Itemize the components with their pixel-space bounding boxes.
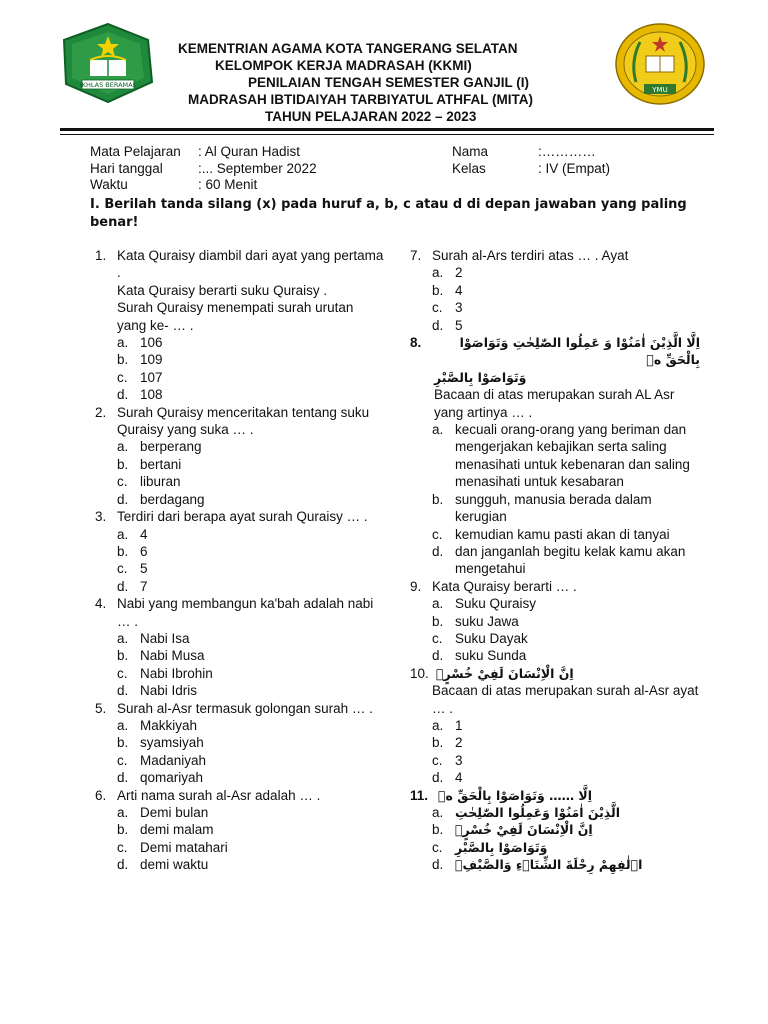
option[interactable] [95,665,385,682]
option-letter: b. [117,352,129,368]
question-text: Terdiri dari berapa ayat surah Quraisy … . [117,509,368,525]
arabic-verse: اِلَّا …… وَتَوَاصَوْا بِالْحَقِّ ەۙ [438,787,593,803]
subject-label: Mata Pelajaran [90,144,181,159]
exam-title: PENILAIAN TENGAH SEMESTER GANJIL (I) [248,75,530,90]
question-2 [95,404,385,439]
option-letter: d. [117,770,129,786]
option-letter: a. [432,805,444,820]
logo-right-label: YMU [652,86,668,94]
option-text: 4 [455,282,463,298]
option-text: 2 [455,735,463,751]
option[interactable] [95,526,385,543]
option-letter: b. [432,735,444,751]
question-number: 4. [95,596,107,612]
option-letter: d. [117,857,129,873]
option-letter: c. [117,561,128,577]
date-label: Hari tanggal [90,161,163,176]
option-letter: b. [432,613,444,629]
option[interactable] [95,560,385,577]
subject-value: : Al Quran Hadist [198,144,301,159]
option[interactable] [410,630,700,647]
option-text: اٖلٰفِهِمْ رِحْلَةَ الشِّتَاۤءِ وَالصَّيْفِۚ [455,857,643,873]
option-letter: c. [117,665,128,681]
option[interactable] [95,386,385,403]
option-letter: a. [117,526,129,542]
option[interactable] [410,526,700,543]
option[interactable] [410,734,700,751]
option-text: 2 [455,265,463,281]
option-text: dan janganlah begitu kelak kamu akan mengetahui [455,543,686,577]
option-text: Nabi Isa [140,630,190,646]
option-letter: b. [117,648,129,664]
option-text: demi waktu [140,857,209,873]
option[interactable] [95,717,385,734]
option[interactable] [95,856,385,873]
option-letter: d. [432,857,444,873]
question-6 [95,787,385,804]
option[interactable] [95,734,385,751]
option-letter: b. [117,735,129,751]
option[interactable] [95,456,385,473]
option[interactable] [410,299,700,316]
question-3 [95,508,385,525]
question-text: Nabi yang membangun ka'bah adalah nabi … . [117,596,374,629]
option-letter: c. [432,839,443,855]
option-letter: a. [432,596,444,612]
questions-right-column [410,247,700,874]
question-5 [95,700,385,717]
option-letter: c. [117,369,128,385]
option-text: kecuali orang-orang yang beriman dan mengerjakan kebajikan serta saling menasihati untuk kebenaran dan saling menasihati untuk kesabaran [455,422,690,490]
option-letter: c. [432,300,443,316]
question-4 [95,595,385,630]
questions-left-column [95,247,385,874]
option-letter: a. [117,805,129,820]
option[interactable] [410,839,700,856]
option-text: 5 [455,317,463,333]
name-value: :………… [538,144,596,159]
option-text: bertani [140,456,182,472]
question-text: Kata Quraisy berarti … . [432,578,577,594]
option-letter: d. [432,770,444,786]
question-number: 9. [410,578,422,594]
option-text: 3 [455,300,463,316]
option-text: kemudian kamu pasti akan di tanyai [455,526,670,542]
question-text: Surah al-Asr termasuk golongan surah … . [117,700,373,716]
option-letter: a. [117,439,129,455]
question-8 [410,334,700,421]
question-11 [410,787,700,804]
question-text: Kata Quraisy berarti suku Quraisy . [117,282,328,298]
question-number: 8. [410,335,422,351]
option-letter: a. [117,717,129,733]
question-9 [410,578,700,595]
option-text: 109 [140,352,163,368]
ministry-title: KEMENTRIAN AGAMA KOTA TANGERANG SELATAN [178,41,518,56]
option[interactable] [410,856,700,873]
option-text: syamsiyah [140,735,204,751]
option-letter: b. [117,456,129,472]
option[interactable] [410,491,700,526]
option-text: suku Jawa [455,613,519,629]
option-letter: d. [117,491,129,507]
option[interactable] [410,613,700,630]
option[interactable] [95,369,385,386]
option[interactable] [410,317,700,334]
question-text: Kata Quraisy diambil dari ayat yang pertama . [117,248,384,281]
option[interactable] [95,473,385,490]
option[interactable] [95,578,385,595]
option-text: 108 [140,387,163,403]
instruction-number: I. [90,197,100,212]
option-letter: c. [117,474,128,490]
time-value: : 60 Menit [198,177,258,192]
option[interactable] [410,543,700,578]
name-label: Nama [452,144,489,159]
option[interactable] [95,821,385,838]
instruction-text: Berilah tanda silang (x) pada huruf a, b, c atau d di depan jawaban yang paling benar! [90,197,687,230]
option-text: suku Sunda [455,648,527,664]
kkm-title: KELOMPOK KERJA MADRASAH (KKMI) [215,58,472,73]
question-text: Arti nama surah al-Asr adalah … . [117,787,321,803]
option-text: الَّذِيْنَ اٰمَنُوْا وَعَمِلُوا الصّٰلِحٰتِ [455,805,620,820]
option-text: Demi matahari [140,839,228,855]
logo-left-motto: IKHLAS BERAMAL [79,81,137,89]
option-text: berdagang [140,491,205,507]
option-text: 7 [140,578,148,594]
option-letter: c. [432,526,443,542]
option-text: liburan [140,474,181,490]
option-letter: b. [432,282,444,298]
question-1 [95,247,385,334]
question-number: 5. [95,700,107,716]
option-letter: b. [117,822,129,838]
option-letter: d. [117,387,129,403]
option-letter: d. [432,648,444,664]
option-text: qomariyah [140,770,204,786]
question-number: 6. [95,787,107,803]
option[interactable] [95,630,385,647]
question-number: 2. [95,404,107,420]
option-text: Makkiyah [140,717,198,733]
option-text: Nabi Musa [140,648,205,664]
option[interactable] [410,804,700,821]
option[interactable] [95,543,385,560]
option-letter: b. [432,491,444,507]
option-letter: b. [117,543,129,559]
question-number: 3. [95,509,107,525]
option[interactable] [410,717,700,734]
option-text: 4 [140,526,148,542]
option-letter: b. [432,822,444,838]
kemenag-logo [62,22,154,104]
option-text: اِنَّ الْاِنْسَانَ لَفِيْ خُسْرٍۙ [455,822,593,838]
option[interactable] [95,334,385,351]
option-letter: d. [117,578,129,594]
question-number: 10. [410,665,429,681]
option[interactable] [95,491,385,508]
option-letter: d. [432,543,444,559]
option-letter: c. [117,752,128,768]
option[interactable] [410,752,700,769]
option[interactable] [95,351,385,368]
option-letter: d. [432,317,444,333]
header-rule-thin [60,134,714,135]
ymu-logo [614,22,706,106]
option-text: 4 [455,770,463,786]
option[interactable] [95,647,385,664]
arabic-verse: اِلَّا الَّذِيْنَ اٰمَنُوْا وَ عَمِلُوا الصّٰلِحٰتِ وَتَوَاصَوْا بِالْحَقِّ ەۙ [459,335,700,368]
option-text: 6 [140,543,148,559]
option[interactable] [410,282,700,299]
option[interactable] [95,438,385,455]
option-letter: c. [432,752,443,768]
option-text: berperang [140,439,202,455]
option[interactable] [410,647,700,664]
question-text: Bacaan di atas merupakan surah AL Asr yang artinya … . [434,387,675,420]
option-text: sungguh, manusia berada dalam kerugian [455,491,652,525]
option-text: Madaniyah [140,752,207,768]
academic-year: TAHUN PELAJARAN 2022 – 2023 [265,109,477,124]
option-letter: c. [432,630,443,646]
option-text: 1 [455,717,463,733]
option[interactable] [410,595,700,612]
option-letter: c. [117,839,128,855]
option-text: Suku Quraisy [455,596,537,612]
time-label: Waktu [90,177,128,192]
instruction [90,196,700,232]
option[interactable] [95,839,385,856]
arabic-verse: اِنَّ الْاِنْسَانَ لَفِيْ خُسْرٍۙ [436,665,574,681]
arabic-verse-2: وَتَوَاصَوْا بِالصَّبْرِ [434,369,527,385]
option-text: 107 [140,369,163,385]
option[interactable] [410,821,700,838]
class-value: : IV (Empat) [538,161,611,176]
question-number: 11. [410,787,429,803]
header-rule-thick [60,128,714,131]
question-number: 7. [410,248,422,263]
option-text: Demi bulan [140,805,209,820]
question-text: Surah Quraisy menceritakan tentang suku Quraisy yang suka … . [117,404,370,438]
option[interactable] [95,752,385,769]
question-text: Surah al-Ars terdiri atas … . Ayat [432,248,629,263]
option[interactable] [410,421,700,491]
option-text: 5 [140,561,148,577]
class-label: Kelas [452,161,486,176]
option[interactable] [410,769,700,786]
option-text: Nabi Idris [140,683,198,699]
option-letter: d. [117,683,129,699]
question-number: 1. [95,248,107,263]
madrasah-title: MADRASAH IBTIDAIYAH TARBIYATUL ATHFAL (MITA) [188,92,533,107]
question-7 [410,247,700,264]
question-text: Surah Quraisy menempati surah urutan yang ke- … . [117,300,354,333]
option-letter: a. [432,265,444,281]
option-text: 106 [140,335,163,351]
option-text: Nabi Ibrohin [140,665,213,681]
option-text: demi malam [140,822,214,838]
option-letter: a. [117,630,129,646]
option-text: Suku Dayak [455,630,528,646]
option-text: 3 [455,752,463,768]
option-letter: a. [432,717,444,733]
question-10 [410,665,700,717]
option-text: وَتَوَاصَوْا بِالصَّبْرِ [455,839,548,855]
option[interactable] [95,804,385,821]
option-letter: a. [117,335,129,351]
question-text: Bacaan di atas merupakan surah al-Asr ayat … . [432,683,699,716]
option-letter: a. [432,422,444,438]
option[interactable] [95,769,385,786]
date-value: :... September 2022 [198,161,317,176]
option[interactable] [95,682,385,699]
option[interactable] [410,264,700,281]
